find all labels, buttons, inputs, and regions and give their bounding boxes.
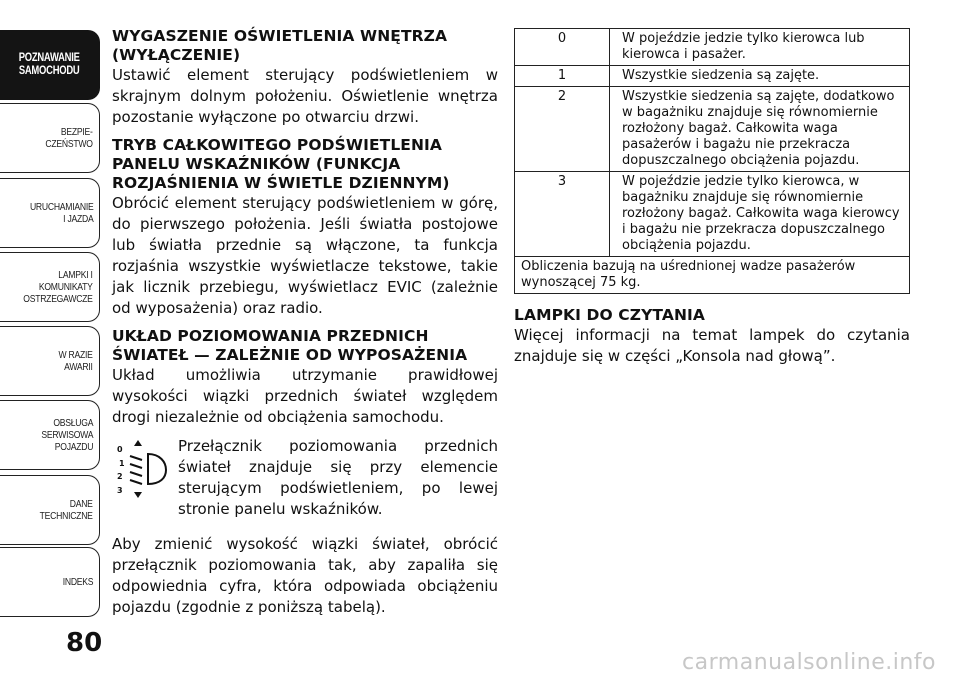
section-body: Układ umożliwia utrzymanie prawidłowej wysokości wiązki przednich świateł względem drogi niezależnie od obciążenia samochodu. — [112, 366, 498, 426]
tab-label: OBSŁUGA SERWISOWA POJAZDU — [41, 417, 93, 453]
table-row — [515, 87, 910, 172]
table-cell-number: 2 — [515, 87, 610, 172]
tab-label: BEZPIE- CZEŃSTWO — [45, 126, 93, 150]
tab-poznawanie-samochodu[interactable] — [0, 30, 100, 100]
tab-lampki-i-komunikaty[interactable] — [0, 252, 100, 322]
section-body: Więcej informacji na temat lampek do czytania znajduje się w części „Konsola nad głową”. — [514, 326, 910, 365]
icon-label-0: 0 — [117, 445, 123, 454]
leveling-switch-block — [112, 436, 498, 524]
tab-label: W RAZIE AWARII — [58, 349, 93, 373]
table-row — [515, 29, 910, 66]
table-footnote: Obliczenia bazują na uśrednionej wadze pasażerów wynoszącej 75 kg. — [515, 257, 910, 294]
icon-label-3: 3 — [117, 486, 123, 495]
table-cell-number: 0 — [515, 29, 610, 66]
table-cell-text: W pojeździe jedzie tylko kierowca lub kierowca i pasażer. — [610, 29, 910, 66]
table-cell-number: 1 — [515, 66, 610, 87]
tab-uruchamianie-i-jazda[interactable] — [0, 178, 100, 248]
tab-label: LAMPKI I KOMUNIKATY OSTRZEGAWCZE — [23, 269, 93, 305]
tab-label: DANE TECHNICZNE — [39, 498, 93, 522]
tab-bezpieczenstwo[interactable] — [0, 103, 100, 173]
section-body: Obrócić element sterujący podświetleniem w górę, do pierwszego położenia. Jeśli światła postojowe lub światła przednie są włączone, ta funkcja rozjaśnia wszystkie wyświetlacze tekstowe, takie jak licznik przebiegu, wyświetlacz EVIC (zależnie od wyposażenia) oraz radio. — [112, 194, 498, 317]
leveling-switch-text: Przełącznik poziomowania przednich świateł znajduje się przy elemencie sterującym podświetleniem, po lewej stronie panelu wskaźników. — [178, 437, 498, 518]
table-cell-number: 3 — [515, 172, 610, 257]
section-body: Ustawić element sterujący podświetleniem w skrajnym dolnym położeniu. Oświetlenie wnętrza pozostanie wyłączone po otwarciu drzwi. — [112, 66, 498, 126]
tab-obsluga-serwisowa[interactable] — [0, 400, 100, 470]
section-heading: LAMPKI DO CZYTANIA — [514, 306, 706, 324]
table-cell-text: Wszystkie siedzenia są zajęte. — [610, 66, 910, 87]
tab-label: INDEKS — [62, 576, 93, 588]
tab-w-razie-awarii[interactable] — [0, 326, 100, 396]
section-body: Aby zmienić wysokość wiązki świateł, obrócić przełącznik poziomowania tak, aby zapaliła się odpowiednia cyfra, która odpowiada obciążeniu pojazdu (zgodnie z poniższą tabelą). — [112, 535, 498, 616]
tab-label: URUCHAMIANIE I JAZDA — [29, 201, 93, 225]
headlight-leveling-icon — [112, 438, 174, 502]
watermark: carmanualsonline.info — [682, 650, 936, 675]
table-cell-text: Wszystkie siedzenia są zajęte, dodatkowo w bagażniku znajduje się równomiernie rozłożony bagaż. Całkowita waga pasażerów i bagażu nie przekracza dopuszczalnego obciążenia pojazdu. — [610, 87, 910, 172]
icon-label-1: 1 — [119, 459, 125, 468]
right-column — [514, 28, 910, 367]
tab-dane-techniczne[interactable] — [0, 475, 100, 545]
table-footnote-row — [515, 257, 910, 294]
table-row — [515, 172, 910, 257]
table-row — [515, 66, 910, 87]
left-column — [112, 27, 498, 618]
section-heading: TRYB CAŁKOWITEGO PODŚWIETLENIA PANELU WSKAŹNIKÓW (FUNKCJA ROZJAŚNIENIA W ŚWIETLE DZIENNYM) — [112, 136, 450, 192]
page-number: 80 — [66, 628, 103, 658]
icon-label-2: 2 — [117, 472, 123, 481]
section-heading: UKŁAD POZIOMOWANIA PRZEDNICH ŚWIATEŁ — ZALEŻNIE OD WYPOSAŻENIA — [112, 327, 468, 364]
load-table — [514, 28, 910, 294]
table-cell-text: W pojeździe jedzie tylko kierowca, w bagażniku znajduje się równomiernie rozłożony bagaż. Całkowita waga kierowcy i bagażu nie przekracza dopuszczalnego obciążenia pojazdu. — [610, 172, 910, 257]
tab-label: POZNAWANIE SAMOCHODU — [19, 52, 80, 77]
tab-indeks[interactable] — [0, 547, 100, 617]
section-heading: WYGASZENIE OŚWIETLENIA WNĘTRZA (WYŁĄCZENIE) — [112, 27, 448, 64]
